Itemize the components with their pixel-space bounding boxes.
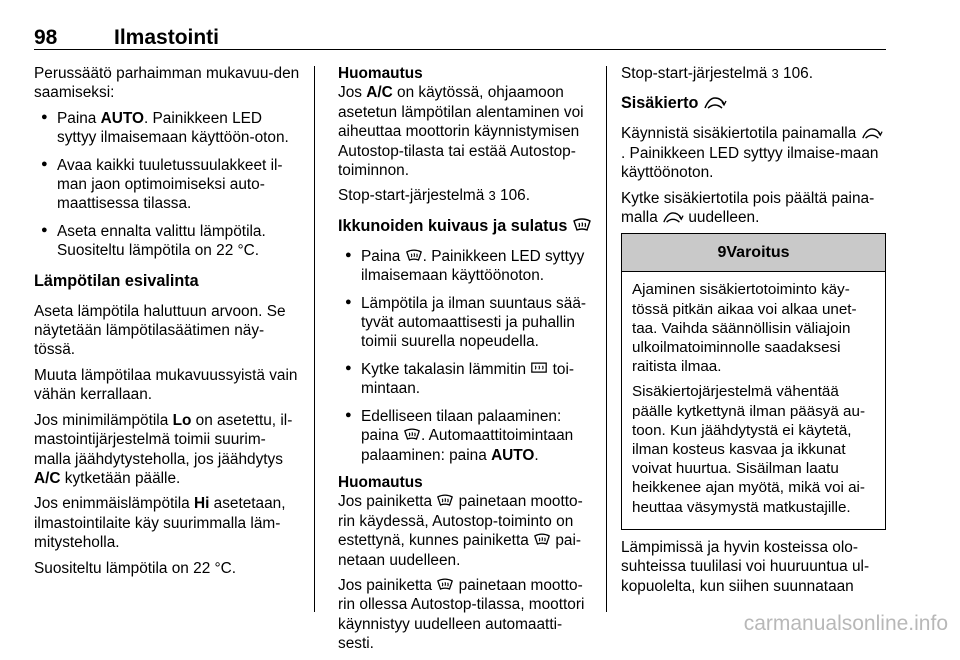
page-reference-arrow-icon: 3: [488, 188, 496, 204]
list-item: ● Aseta ennalta valittu lämpötila. Suositeltu lämpötila on 22 °C.: [34, 222, 302, 261]
note-block: Huomautus Jos A/C on käytössä, ohjaamoon asetetun lämpötilan alentaminen voi aiheuttaa moottorin käynnistymisen Autostop-tilasta tai estää Autostop-toiminnon.: [338, 65, 584, 180]
list-item: ● Paina AUTO. Painikkeen LED syttyy ilmaisemaan käyttöön-oton.: [34, 109, 302, 148]
note-label: Huomautus: [338, 65, 423, 82]
paragraph: Jos minimilämpötila Lo on asetettu, il-mastointijärjestelmä toimii suurim-malla jäähdytysteholla, jos jäähdytys A/C kytketään päälle.: [34, 411, 293, 487]
warning-header: [622, 234, 885, 272]
paragraph: Lämpimissä ja hyvin kosteissa olo-suhteissa tuulilasi voi huuruuntua ul-kopuolelta, kun siihen suunnataan: [621, 538, 870, 595]
paragraph: Aseta lämpötila haluttuun arvoon. Se näytetään lämpötilasäätimen näy-tössä.: [34, 302, 286, 359]
paragraph: Käynnistä sisäkiertotila painamalla . Painikkeen LED syttyy ilmaise-maan käyttöönoton.: [621, 124, 886, 182]
column-divider-left: [314, 66, 315, 612]
warning-icon: 9: [717, 244, 727, 262]
stop-start-reference: Stop-start-järjestelmä 3 106.: [621, 65, 814, 82]
list-item: ● Lämpötila ja ilman suuntaus sää-tyvät automaattisesti ja puhallin toimii suurella nopeudella.: [338, 294, 596, 352]
list-item: ● Edelliseen tilaan palaaminen: paina . Automaattitoimintaan palaaminen: paina AUTO.: [338, 407, 596, 465]
ac-label: A/C: [34, 469, 61, 487]
note-block: Huomautus Jos painiketta painetaan mootto-rin käydessä, Autostop-toiminto on estettynä, kunnes painiketta pai-netaan uudelleen.: [338, 473, 583, 569]
list-item: ● Paina . Painikkeen LED syttyy ilmaisemaan käyttöönoton.: [338, 247, 596, 286]
page-reference-arrow-icon: 3: [771, 66, 779, 81]
page-number: 98: [34, 26, 58, 49]
hi-label: Hi: [193, 495, 210, 513]
watermark: carmanualsonline.info: [743, 612, 948, 635]
list-item: ● Kytke takalasin lämmitin toi-mintaan.: [338, 360, 596, 399]
windshield-defrost-icon: [436, 493, 454, 508]
column-1: [34, 64, 302, 584]
intro-text: Perussäätö parhaimman mukavuu-den saamiseksi:: [34, 65, 300, 102]
warning-title: Varoitus: [726, 244, 790, 262]
heading-temperature-preselection: Lämpötilan esivalinta: [34, 271, 199, 290]
rear-window-heater-icon: [530, 361, 548, 376]
paragraph: Suositeltu lämpötila on 22 °C.: [34, 559, 237, 577]
ac-label: A/C: [366, 84, 393, 102]
auto-label: AUTO: [100, 109, 144, 127]
stop-start-reference: Stop-start-järjestelmä 3 106.: [338, 187, 531, 205]
paragraph: Muuta lämpötilaa mukavuussyistä vain vähän kerrallaan.: [34, 366, 298, 404]
column-2: [338, 64, 596, 660]
windshield-defrost-icon: [405, 248, 423, 263]
section-title: Ilmastointi: [114, 26, 220, 49]
header-rule: [34, 49, 886, 50]
auto-label: AUTO: [491, 446, 535, 464]
warning-box: [621, 233, 886, 529]
column-divider-right: [606, 66, 607, 612]
paragraph: Jos enimmäislämpötila Hi asetetaan, ilmastointilaite käy suurimmalla läm-mitysteholla.: [34, 495, 286, 552]
lo-label: Lo: [172, 411, 192, 429]
heading-window-defrost: Ikkunoiden kuivaus ja sulatus: [338, 216, 596, 237]
defrost-list: [338, 247, 596, 465]
recirculation-icon: [662, 211, 684, 224]
paragraph: Jos painiketta painetaan mootto-rin ollessa Autostop-tilassa, moottori käynnistyy uudelleen automaatti-sesti.: [338, 576, 585, 653]
warning-text: Sisäkiertojärjestelmä vähentää päälle kytkettynä ilman pääsyä au-toon. Kun jäähdytystä ei käytetä, ilman kosteus kasvaa ja ikkunat voivat huurtua. Sisäilman laatu heikkenee ajan myötä, mikä voi ai-heuttaa väsymystä matkustajille.: [632, 383, 866, 516]
recirculation-icon: [703, 96, 727, 110]
windshield-defrost-icon: [533, 532, 551, 547]
windshield-defrost-icon: [572, 217, 592, 233]
list-item: ● Avaa kaikki tuuletussuulakkeet il-man jaon optimoimiseksi auto-maattisessa tilassa.: [34, 156, 302, 214]
windshield-defrost-icon: [436, 577, 454, 592]
basic-settings-list: [34, 109, 302, 261]
recirculation-icon: [861, 127, 883, 140]
windshield-defrost-icon: [403, 427, 421, 442]
column-3: [621, 64, 886, 602]
warning-text: Ajaminen sisäkiertotoiminto käy-tössä pitkän aikaa voi alkaa unet-taa. Vaihda säännöllisin väliajoin ulkoilmatoiminnolle saadaksesi raitista ilmaa.: [632, 281, 857, 376]
warning-body: [622, 272, 885, 528]
paragraph: Kytke sisäkiertotila pois päältä paina-malla uudelleen.: [621, 189, 875, 227]
heading-recirculation: Sisäkierto: [621, 93, 886, 114]
note-label: Huomautus: [338, 473, 423, 491]
